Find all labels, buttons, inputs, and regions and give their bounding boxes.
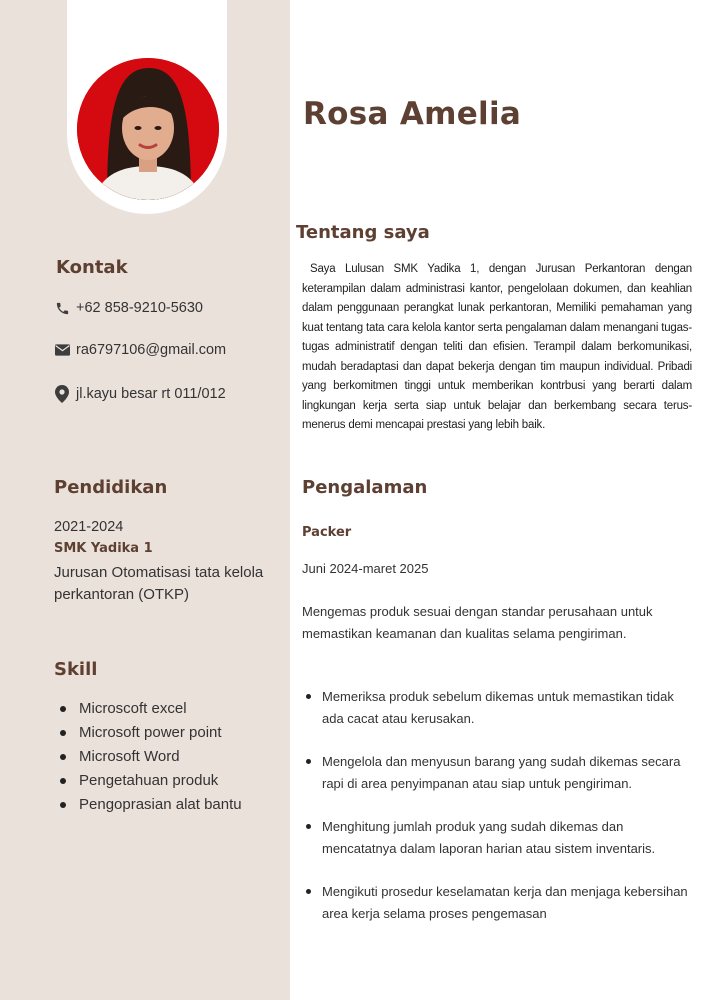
skills-list <box>60 697 242 817</box>
about-text: Saya Lulusan SMK Yadika 1, dengan Jurusan Perkantoran dengan keterampilan dalam administrasi kantor, pengelolaan dokumen, dan keahlian dalam penggunaan perangkat lunak perkantoran, Memiliki pemahaman yang kuat tentang tata cara kelola kantor serta pengalaman dalam menangani tugas-tugas administratif dengan teliti dan efisien. Terampil dalam berkomunikasi, mudah beradaptasi dan dapat bekerja dengan tim maupun individual. Pribadi yang berkomitmen tinggi untuk memberikan kontrbusi yang berarti dalam lingkungan kerja serta siap untuk belajar dan berkembang secara terus-menerus demi mencapai prestasi yang lebih baik. <box>302 263 692 431</box>
profile-photo <box>77 58 219 200</box>
education-entry <box>54 516 264 606</box>
phone-icon <box>54 300 70 316</box>
skill-item: Microsoft Word <box>60 745 242 769</box>
contact-heading: Kontak <box>56 257 128 278</box>
education-major: Jurusan Otomatisasi tata kelola perkantoran (OTKP) <box>54 564 264 603</box>
duty-item: Menghitung jumlah produk yang sudah dikemas dan mencatatnya dalam laporan harian atau sistem inventaris. <box>306 816 691 859</box>
duty-item: Mengikuti prosedur keselamatan kerja dan menjaga kebersihan area kerja selama proses pengemasan <box>306 881 691 924</box>
person-name: Rosa Amelia <box>303 96 522 132</box>
job-title: Packer <box>302 525 352 540</box>
phone-text: +62 858-9210-5630 <box>76 300 203 316</box>
contact-address <box>54 386 226 402</box>
skill-item: Pengoprasian alat bantu <box>60 793 242 817</box>
experience-heading: Pengalaman <box>302 477 428 498</box>
address-text: jl.kayu besar rt 011/012 <box>76 386 226 402</box>
education-school: SMK Yadika 1 <box>54 541 153 556</box>
skill-item: Microsoft power point <box>60 721 242 745</box>
contact-phone <box>54 300 203 316</box>
education-years: 2021-2024 <box>54 519 124 535</box>
skill-item: Pengetahuan produk <box>60 769 242 793</box>
contact-email <box>54 342 226 358</box>
email-text: ra6797106@gmail.com <box>76 342 227 358</box>
skills-heading: Skill <box>54 659 98 680</box>
duties-list <box>306 686 691 924</box>
location-pin-icon <box>54 386 70 402</box>
about-heading: Tentang saya <box>296 222 430 243</box>
duty-item: Memeriksa produk sebelum dikemas untuk memastikan tidak ada cacat atau kerusakan. <box>306 686 691 729</box>
job-description: Mengemas produk sesuai dengan standar perusahaan untuk memastikan keamanan dan kualitas selama pengiriman. <box>302 604 653 641</box>
duty-item: Mengelola dan menyusun barang yang sudah dikemas secara rapi di area penyimpanan atau siap untuk pengiriman. <box>306 751 691 794</box>
education-heading: Pendidikan <box>54 477 168 498</box>
job-period: Juni 2024-maret 2025 <box>302 561 429 576</box>
email-icon <box>54 342 70 358</box>
skill-item: Microscoft excel <box>60 697 242 721</box>
